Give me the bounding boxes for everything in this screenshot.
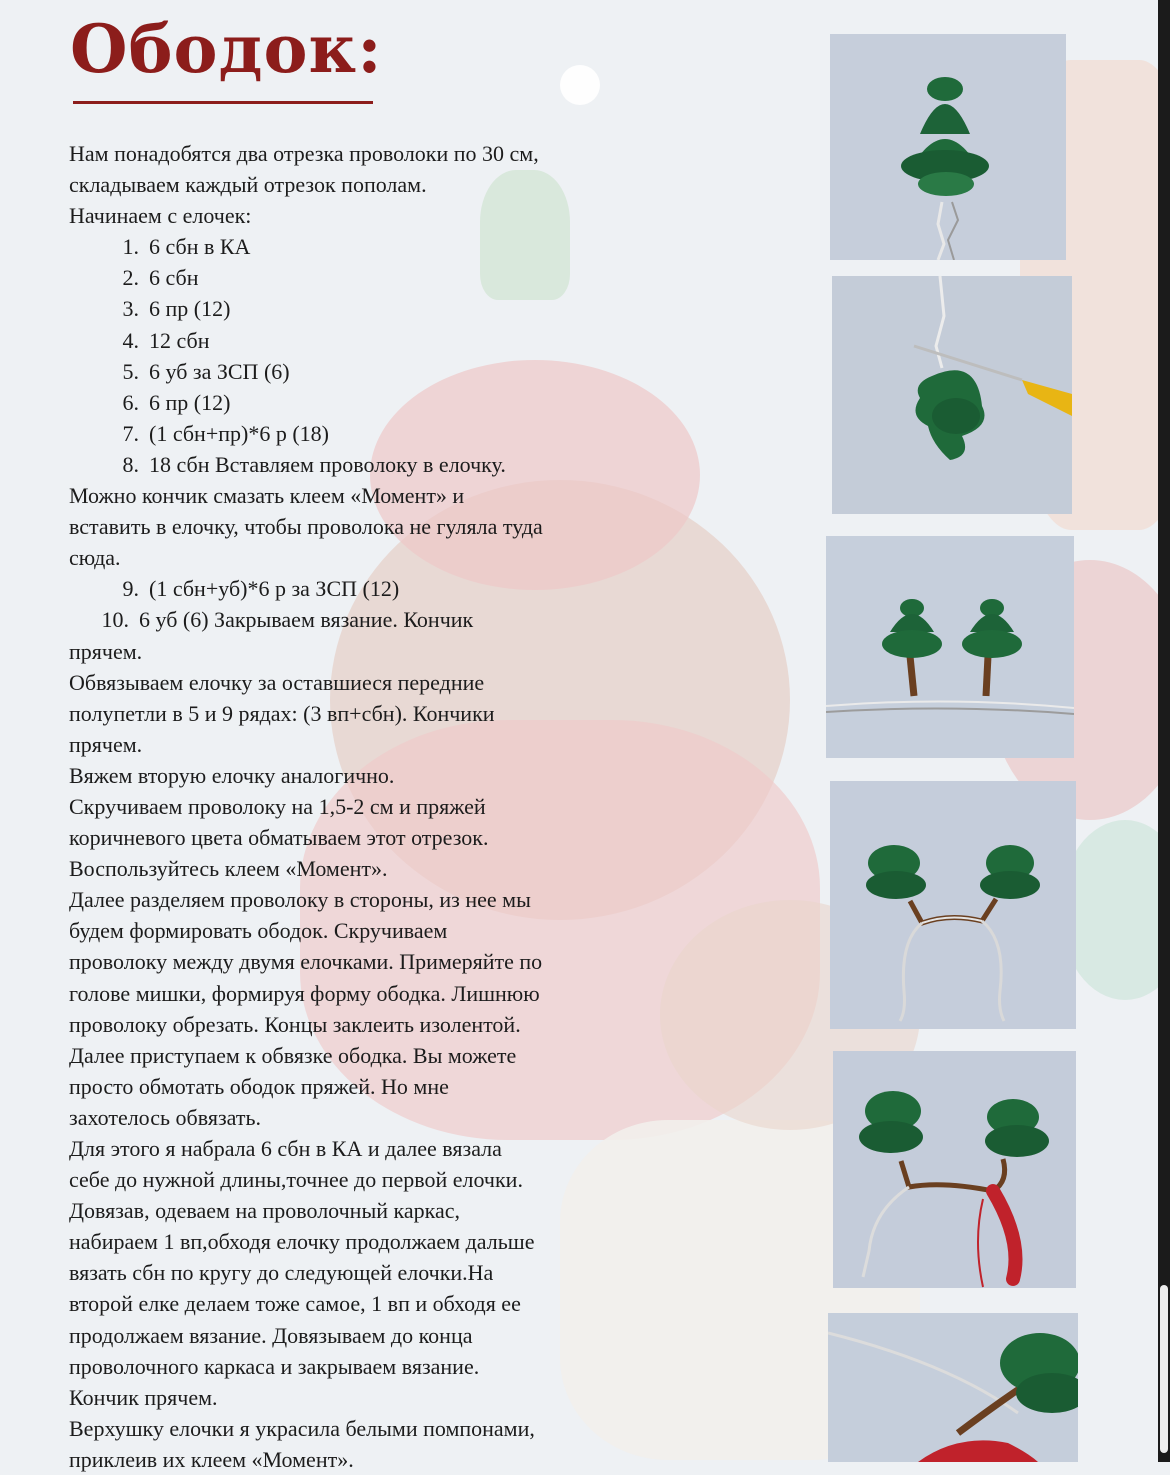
text-line: набираем 1 вп,обходя елочку продолжаем дальше <box>69 1226 679 1257</box>
round-text: 6 уб за ЗСП (6) <box>149 359 290 384</box>
round-text: (1 сбн+уб)*6 р за ЗСП (12) <box>149 576 399 601</box>
round-number: 8. <box>99 449 139 480</box>
round-number: 4. <box>99 325 139 356</box>
text-line: Кончик прячем. <box>69 1382 679 1413</box>
round-item <box>69 356 679 387</box>
round-text: (1 сбн+пр)*6 р (18) <box>149 421 329 446</box>
text-line: захотелось обвязать. <box>69 1102 679 1133</box>
round-number: 5. <box>99 356 139 387</box>
text-line: Далее разделяем проволоку в стороны, из нее мы <box>69 884 679 915</box>
page-title: Ободок: <box>70 16 383 82</box>
text-line: Скручиваем проволоку на 1,5-2 см и пряжей <box>69 791 679 822</box>
text-line: Вяжем вторую елочку аналогично. <box>69 760 679 791</box>
text-line: проволоку обрезать. Концы заклеить изолентой. <box>69 1009 679 1040</box>
text-line: Начинаем с елочек: <box>69 200 679 231</box>
step-photo-6 <box>828 1313 1078 1462</box>
text-line: Обвязываем елочку за оставшиеся передние <box>69 667 679 698</box>
middle-block <box>69 480 679 573</box>
text-line: проволочного каркаса и закрываем вязание. <box>69 1351 679 1382</box>
round-item <box>69 418 679 449</box>
text-line: складываем каждый отрезок пополам. <box>69 169 679 200</box>
round-item <box>69 387 679 418</box>
text-line: прячем. <box>69 729 679 760</box>
round-number: 9. <box>99 573 139 604</box>
rounds-list-a <box>69 231 679 480</box>
step-photo-2 <box>832 276 1072 514</box>
text-line: Воспользуйтесь клеем «Момент». <box>69 853 679 884</box>
instructions-text <box>69 138 679 1475</box>
round-text: 6 пр (12) <box>149 390 230 415</box>
text-line: голове мишки, формируя форму ободка. Лишнюю <box>69 978 679 1009</box>
text-line: вставить в елочку, чтобы проволока не гуляла туда <box>69 511 679 542</box>
text-line: приклеив их клеем «Момент». <box>69 1444 679 1475</box>
round-text: 6 сбн <box>149 265 199 290</box>
round-text: 12 сбн <box>149 328 210 353</box>
round-number: 7. <box>99 418 139 449</box>
text-line: будем формировать ободок. Скручиваем <box>69 915 679 946</box>
step-photo-4 <box>830 781 1076 1029</box>
round-item <box>69 262 679 293</box>
round-text: 6 уб (6) Закрываем вязание. Кончик <box>139 607 473 632</box>
text-line: себе до нужной длины,точнее до первой елочки. <box>69 1164 679 1195</box>
text-line: просто обмотать ободок пряжей. Но мне <box>69 1071 679 1102</box>
round-item <box>69 573 679 604</box>
round-number: 1. <box>99 231 139 262</box>
scrollbar-thumb[interactable] <box>1160 1285 1168 1453</box>
text-line: проволоку между двумя елочками. Примеряйте по <box>69 946 679 977</box>
text-line: продолжаем вязание. Довязываем до конца <box>69 1320 679 1351</box>
round-item <box>69 604 679 635</box>
scrollbar[interactable] <box>1158 0 1170 1462</box>
step-photo-5 <box>833 1051 1076 1288</box>
round-number: 3. <box>99 293 139 324</box>
step-photo-3 <box>826 536 1074 758</box>
intro-block <box>69 138 679 231</box>
round-text: 6 пр (12) <box>149 296 230 321</box>
round-text: 18 сбн Вставляем проволоку в елочку. <box>149 452 506 477</box>
text-line: Для этого я набрала 6 сбн в КА и далее вязала <box>69 1133 679 1164</box>
round-item <box>69 231 679 262</box>
round-number: 2. <box>99 262 139 293</box>
round-item <box>69 293 679 324</box>
round-item <box>69 325 679 356</box>
text-line: сюда. <box>69 542 679 573</box>
text-line: вязать сбн по кругу до следующей елочки.На <box>69 1257 679 1288</box>
rounds-list-b <box>69 573 679 635</box>
round-number: 6. <box>99 387 139 418</box>
step-photo-1 <box>830 34 1066 260</box>
text-line: Верхушку елочки я украсила белыми помпонами, <box>69 1413 679 1444</box>
round-item <box>69 449 679 480</box>
round-text: 6 сбн в КА <box>149 234 250 259</box>
text-line: коричневого цвета обматываем этот отрезок. <box>69 822 679 853</box>
text-line: Нам понадобятся два отрезка проволоки по 30 см, <box>69 138 679 169</box>
text-line: Далее приступаем к обвязке ободка. Вы можете <box>69 1040 679 1071</box>
text-line: прячем. <box>69 636 679 667</box>
text-line: Довязав, одеваем на проволочный каркас, <box>69 1195 679 1226</box>
title-underline <box>73 101 373 104</box>
round-number: 10. <box>89 604 129 635</box>
text-line: Можно кончик смазать клеем «Момент» и <box>69 480 679 511</box>
text-line: второй елке делаем тоже самое, 1 вп и обходя ее <box>69 1288 679 1319</box>
outro-block <box>69 636 679 1475</box>
text-line: полупетли в 5 и 9 рядах: (3 вп+сбн). Кончики <box>69 698 679 729</box>
